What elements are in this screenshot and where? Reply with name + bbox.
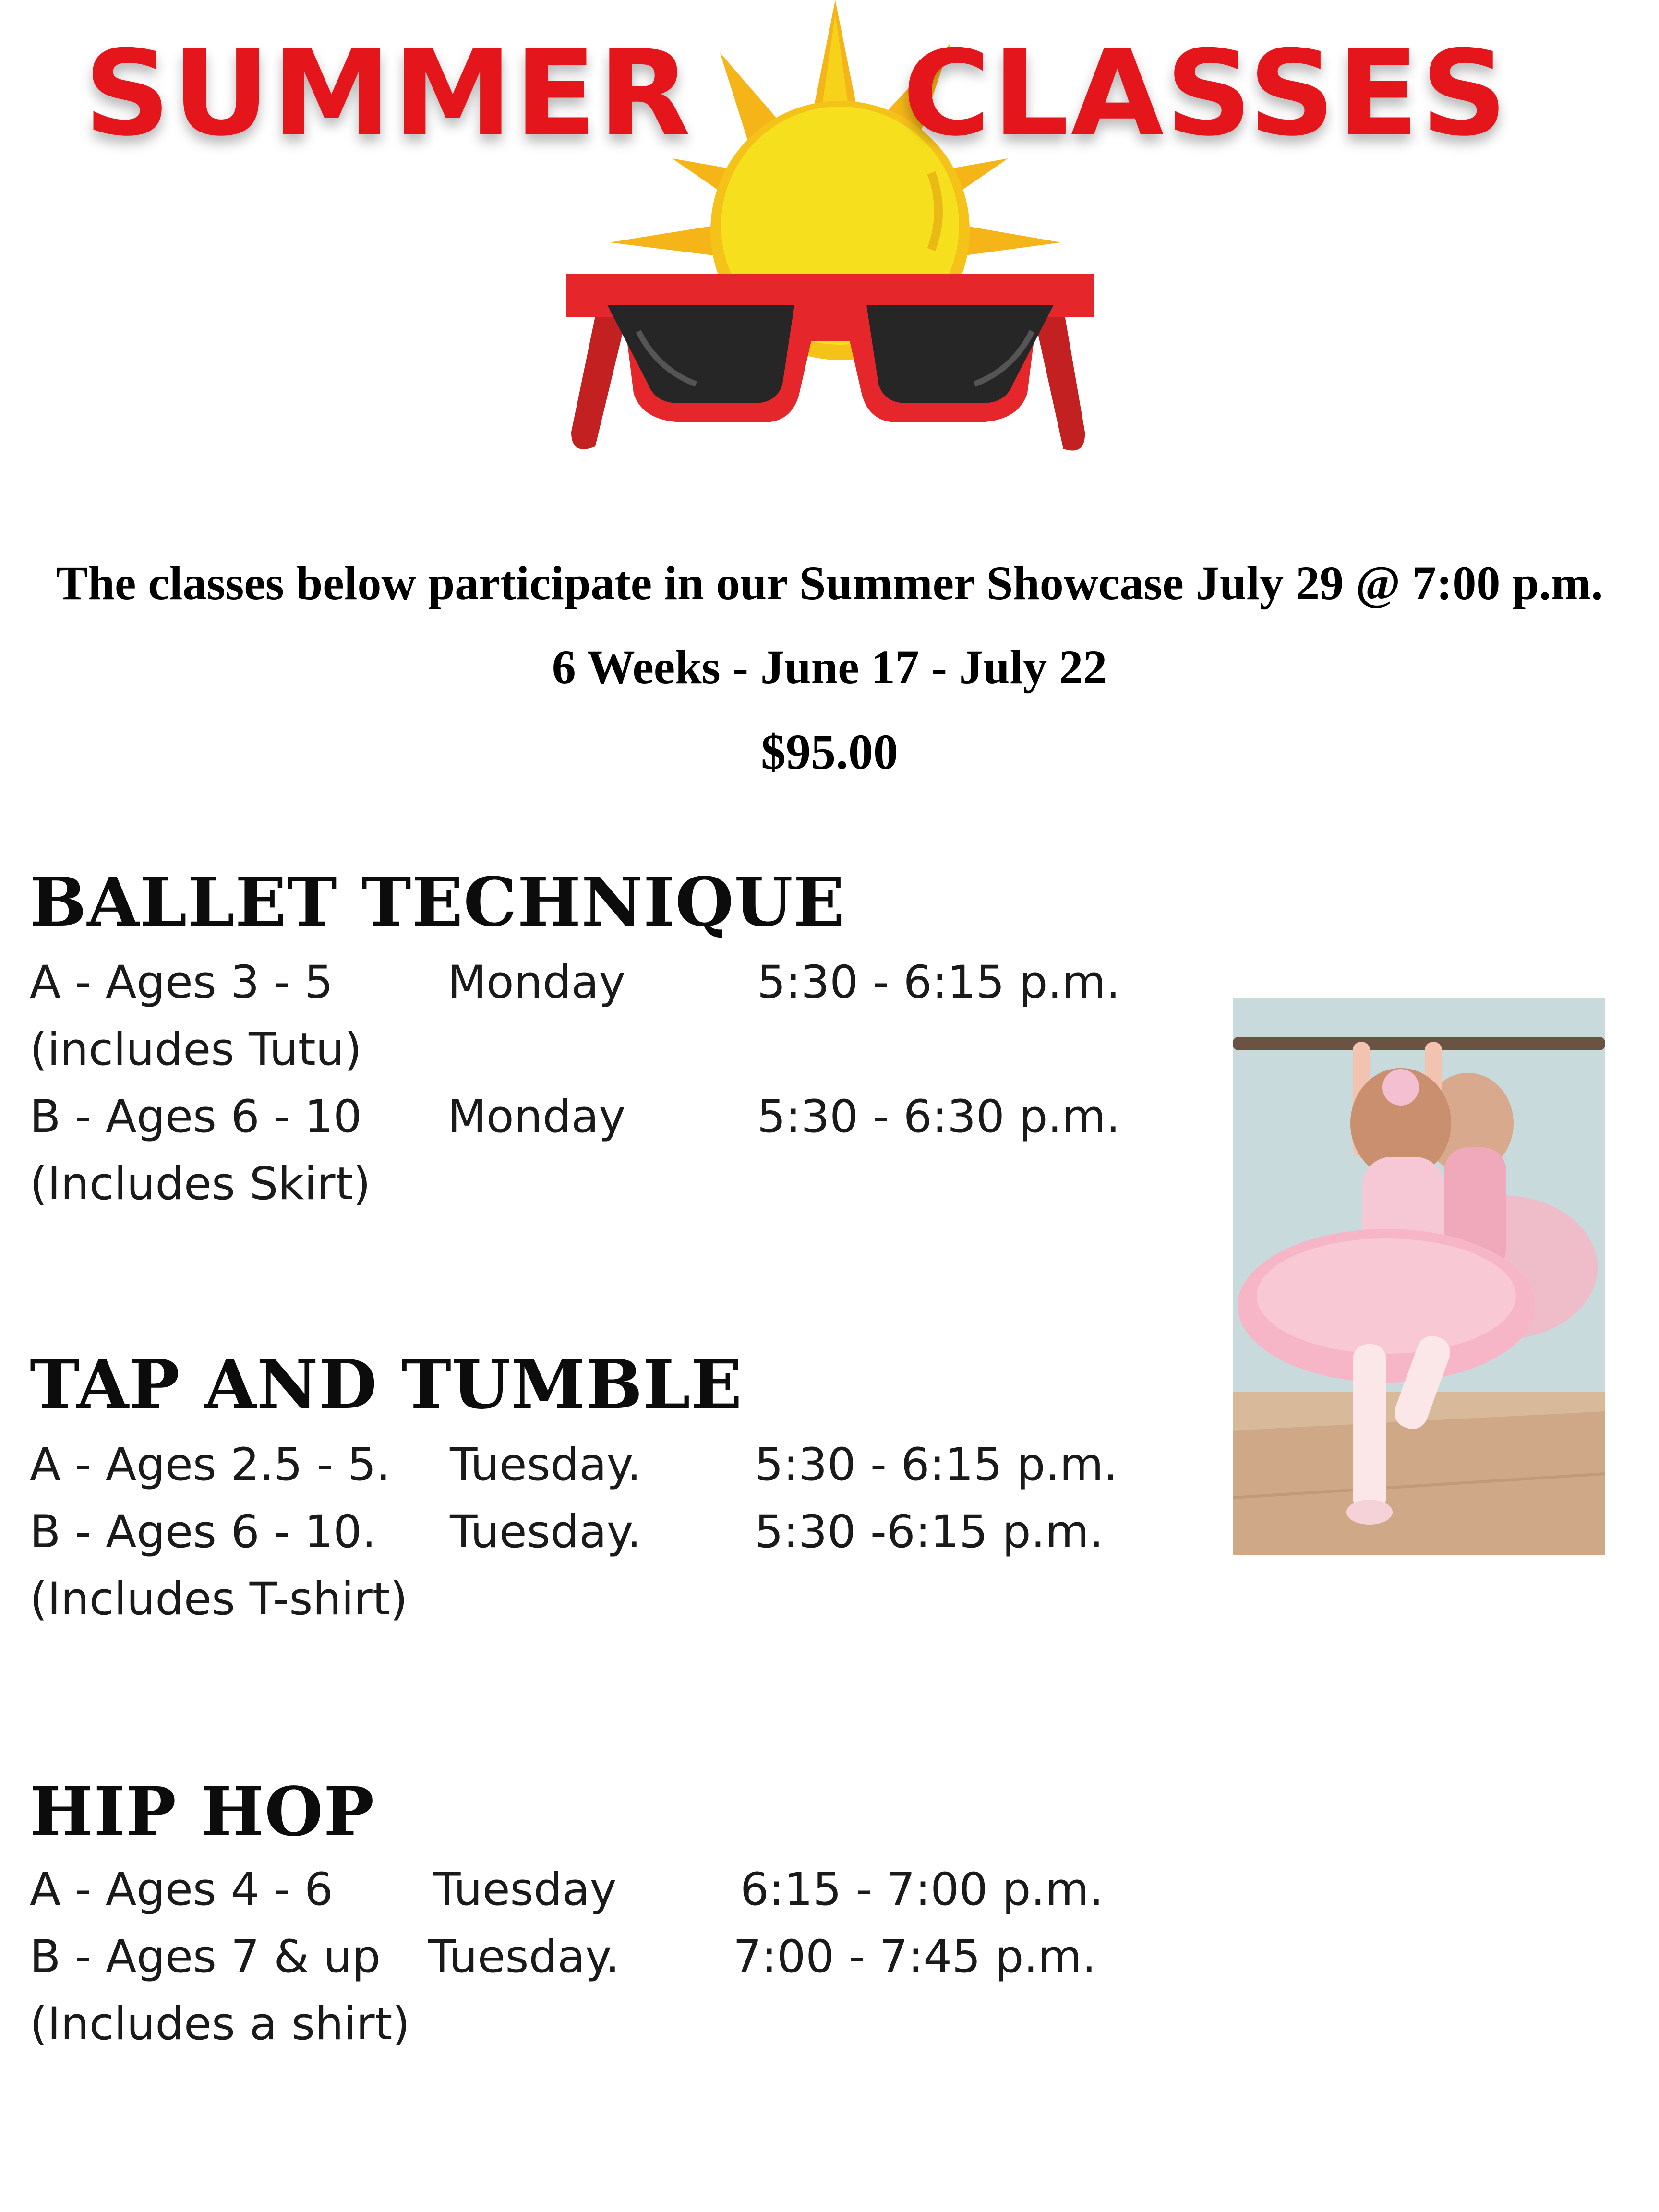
class-age: A - Ages 3 - 5 <box>30 956 333 1009</box>
class-time: 5:30 - 6:15 p.m. <box>757 956 1120 1009</box>
price-line: $95.00 <box>761 724 898 780</box>
class-age: B - Ages 7 & up <box>30 1931 381 1983</box>
title-classes: CLASSES <box>902 24 1509 162</box>
dates-line: 6 Weeks - June 17 - July 22 <box>552 640 1107 694</box>
class-time: 5:30 -6:15 p.m. <box>755 1506 1104 1558</box>
class-note: (Includes Skirt) <box>30 1158 371 1210</box>
title-summer: SUMMER <box>84 24 693 162</box>
class-day: Tuesday. <box>450 1506 641 1558</box>
class-age: B - Ages 6 - 10 <box>30 1091 362 1143</box>
section-heading-ballet: BALLET TECHNIQUE <box>30 863 845 942</box>
class-day: Tuesday <box>433 1863 617 1916</box>
class-day: Tuesday. <box>428 1931 620 1983</box>
class-note: (Includes T-shirt) <box>30 1573 408 1625</box>
class-day: Monday <box>447 1091 626 1143</box>
ballerina-photo <box>1233 998 1605 1555</box>
class-note: (Includes a shirt) <box>30 1998 410 2050</box>
class-time: 5:30 - 6:30 p.m. <box>757 1091 1120 1143</box>
class-day: Tuesday. <box>450 1439 641 1491</box>
section-heading-tap-tumble: TAP AND TUMBLE <box>30 1346 743 1424</box>
class-time: 6:15 - 7:00 p.m. <box>740 1863 1104 1916</box>
class-age: B - Ages 6 - 10. <box>30 1506 376 1558</box>
class-note: (includes Tutu) <box>30 1023 362 1076</box>
class-day: Monday <box>447 956 626 1009</box>
class-time: 5:30 - 6:15 p.m. <box>755 1439 1118 1491</box>
section-heading-hip-hop: HIP HOP <box>30 1773 375 1851</box>
class-age: A - Ages 2.5 - 5. <box>30 1439 391 1491</box>
class-age: A - Ages 4 - 6 <box>30 1863 333 1916</box>
class-time: 7:00 - 7:45 p.m. <box>733 1931 1096 1983</box>
sunglasses-icon <box>566 274 1094 450</box>
showcase-line: The classes below participate in our Summer Showcase July 29 @ 7:00 p.m. <box>56 556 1603 610</box>
